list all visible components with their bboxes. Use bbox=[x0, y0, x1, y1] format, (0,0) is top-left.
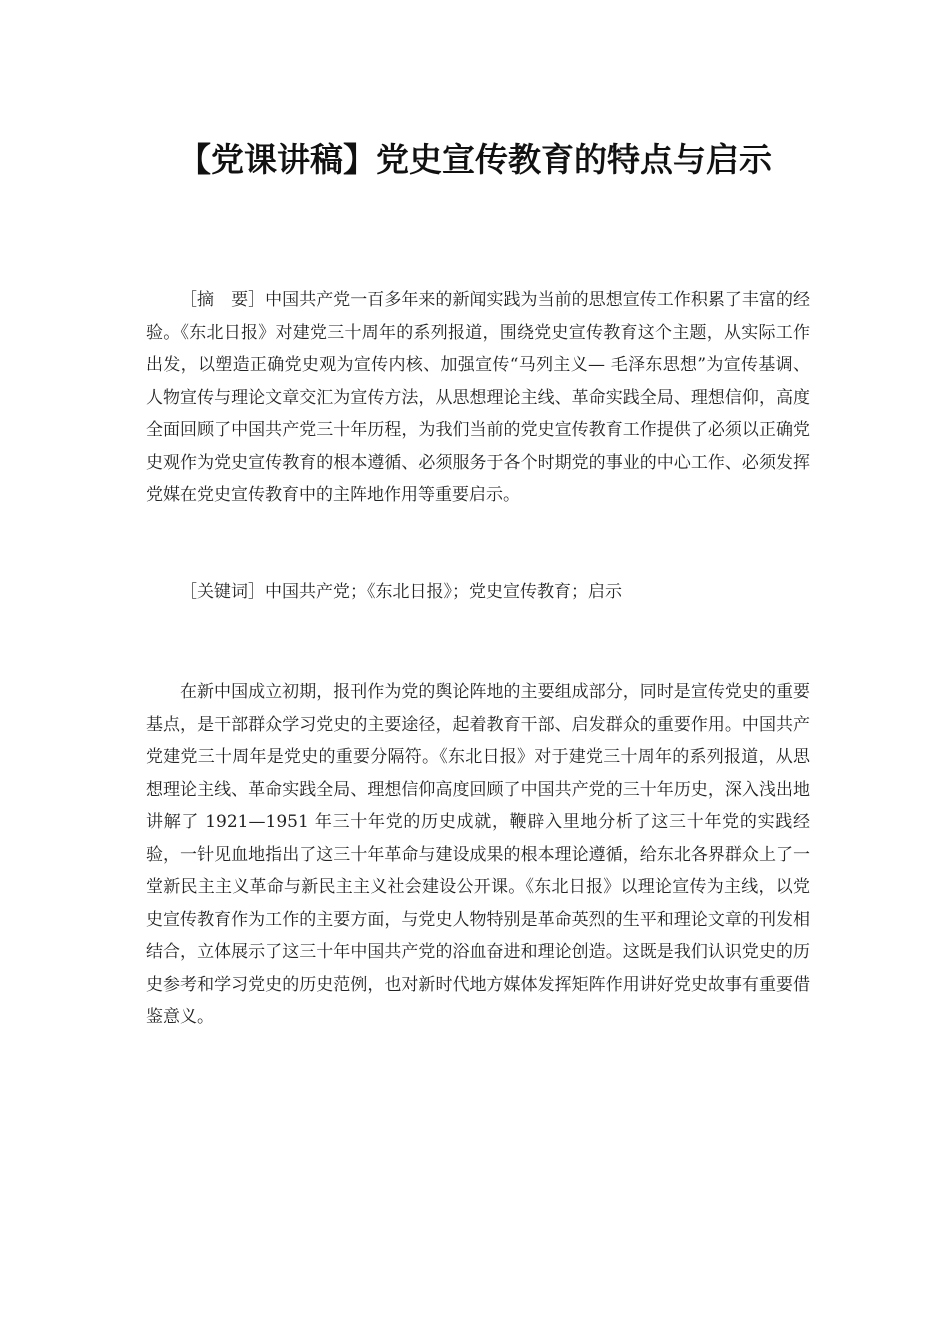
body-paragraph: 在新中国成立初期，报刊作为党的舆论阵地的主要组成部分，同时是宣传党史的重要基点，是干部群众学习党史的主要途径，起着教育干部、启发群众的重要作用。中国共产党建党三十周年是党史的重要分隔符。《东北日报》对于建党三十周年的系列报道，从思想理论主线、革命实践全局、理想信仰高度回顾了中国共产党的三十年历史，深入浅出地讲解了 1921—1951 年三十年党的历史成就，鞭辟入里地分析了这三十年党的实践经验，一针见血地指出了这三十年革命与建设成果的根本理论遵循，给东北各界群众上了一堂新民主主义革命与新民主主义社会建设公开课。《东北日报》以理论宣传为主线，以党史宣传教育作为工作的主要方面，与党史人物特别是革命英烈的生平和理论文章的刊发相结合，立体展示了这三十年中国共产党的浴血奋进和理论创造。这既是我们认识党史的历史参考和学习党史的历史范例，也对新时代地方媒体发挥矩阵作用讲好党史故事有重要借鉴意义。 bbox=[146, 682, 810, 1027]
abstract-paragraph bbox=[146, 284, 810, 512]
abstract-label: ［摘 要］ bbox=[180, 290, 266, 310]
keywords-paragraph bbox=[146, 576, 810, 609]
document-title: 【党课讲稿】党史宣传教育的特点与启示 bbox=[178, 140, 772, 179]
keywords-label: ［关键词］ bbox=[180, 582, 265, 602]
abstract-text: 中国共产党一百多年来的新闻实践为当前的思想宣传工作积累了丰富的经验。《东北日报》对建党三十周年的系列报道，围绕党史宣传教育这个主题，从实际工作出发，以塑造正确党史观为宣传内核、加强宣传“马列主义— 毛泽东思想”为宣传基调、人物宣传与理论文章交汇为宣传方法，从思想理论主线、革命实践全局、理想信仰，高度全面回顾了中国共产党三十年历程，为我们当前的党史宣传教育工作提供了必须以正确党史观作为党史宣传教育的根本遵循、必须服务于各个时期党的事业的中心工作、必须发挥党媒在党史宣传教育中的主阵地作用等重要启示。 bbox=[146, 290, 811, 505]
keywords-text: 中国共产党；《东北日报》；党史宣传教育；启示 bbox=[265, 582, 622, 602]
